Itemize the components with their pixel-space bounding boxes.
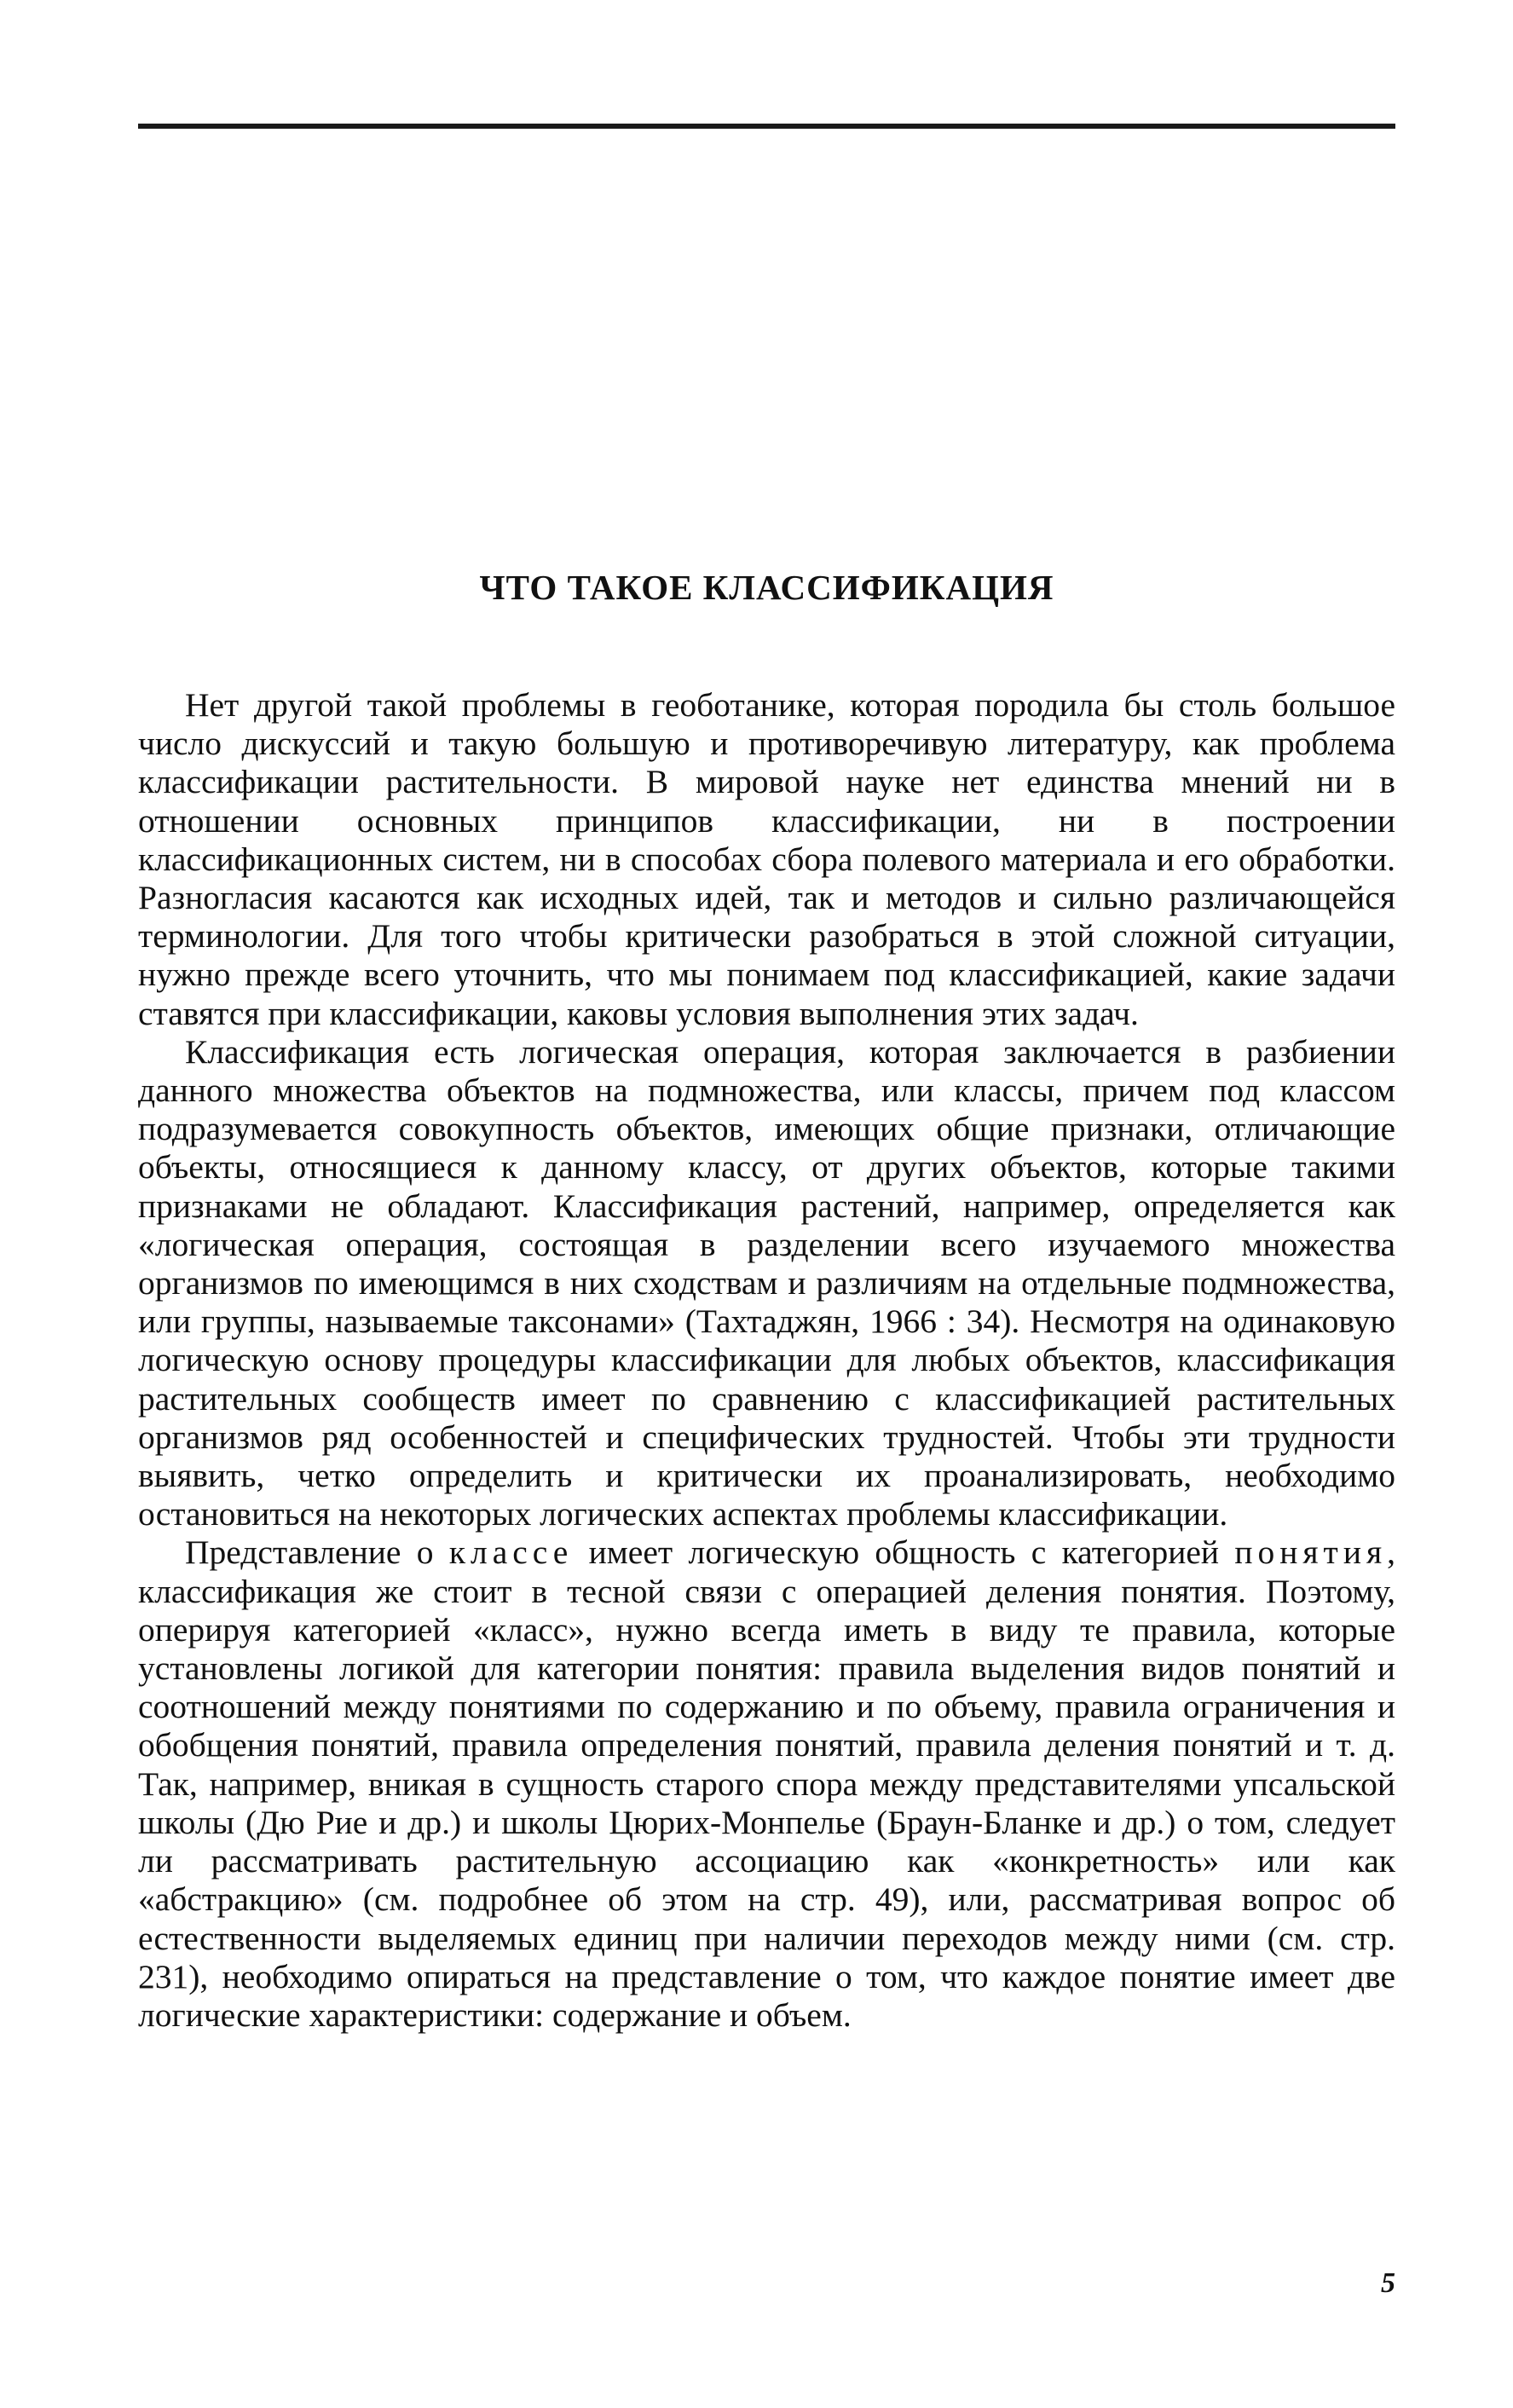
paragraph-3-text-c: имеет логическую общность с категорией [573,1533,1235,1572]
spaced-term-class: классе [448,1533,574,1572]
paragraph-2: Классификация есть логическая операция, которая заключается в разбиении данного множества объектов на подмножества, или классы, причем под классом подразумевается совокупность объектов, имеющих общие признаки, отличающие объекты, относящиеся к данному классу, от других объектов, которые такими признаками не обладают. Классификация растений, например, определяется как «логическая операция, состоящая в разделении всего изучаемого множества организмов по имеющимся в них сходствам и различиям на отдельные подмножества, или группы, называемые таксонами» (Тахтаджян, 1966 : 34). Несмотря на одинаковую логическую основу процедуры классификации для любых объектов, классификация растительных сообществ имеет по сравнению с классификацией растительных организмов ряд особенностей и специфических трудностей. Чтобы эти трудности выявить, четко определить и критически их проанализировать, необходимо остановиться на некоторых логических аспектах проблемы классификации. [138,1032,1395,1533]
top-rule [138,124,1395,129]
paragraph-3 [138,1533,1395,2035]
paragraph-1: Нет другой такой проблемы в геоботанике, которая породила бы столь большое число дискуссий и такую большую и противоречивую литературу, как проблема классификации растительности. В мировой науке нет единства мнений ни в отношении основных принципов классификации, ни в построении классификационных систем, ни в способах сбора полевого материала и его обработки. Разногласия касаются как исходных идей, так и методов и сильно различающейся терминологии. Для того чтобы критически разобраться в этой сложной ситуации, нужно прежде всего уточнить, что мы понимаем под классификацией, какие задачи ставятся при классификации, каковы условия выполнения этих задач. [138,686,1395,1032]
page-number: 5 [1381,2267,1395,2299]
paragraph-3-text-a: Представление о [185,1533,449,1572]
spaced-term-concept: понятия [1234,1533,1388,1572]
body-text [138,686,1395,2035]
page-title: ЧТО ТАКОЕ КЛАССИФИКАЦИЯ [479,568,1054,607]
paragraph-3-text-e: , классификация же стоит в тесной связи с операцией деления понятия. Поэтому, оперируя категорией «класс», нужно всегда иметь в виду те правила, которые установлены логикой для категории понятия: правила выделения видов понятий и соотношений между понятиями по содержанию и по объему, правила ограничения и обобщения понятий, правила определения понятий, правила деления понятий и т. д. Так, например, вникая в сущность старого спора между представителями упсальской школы (Дю Рие и др.) и школы Цюрих-Монпелье (Браун-Бланке и др.) о том, следует ли рассматривать растительную ассоциацию как «конкретность» или как «абстракцию» (см. подробнее об этом на стр. 49), или, рассматривая вопрос об естественности выделяемых единиц при наличии переходов между ними (см. стр. 231), необходимо опираться на представление о том, что каждое понятие имеет две логические характеристики: содержание и объем. [138,1533,1395,2034]
